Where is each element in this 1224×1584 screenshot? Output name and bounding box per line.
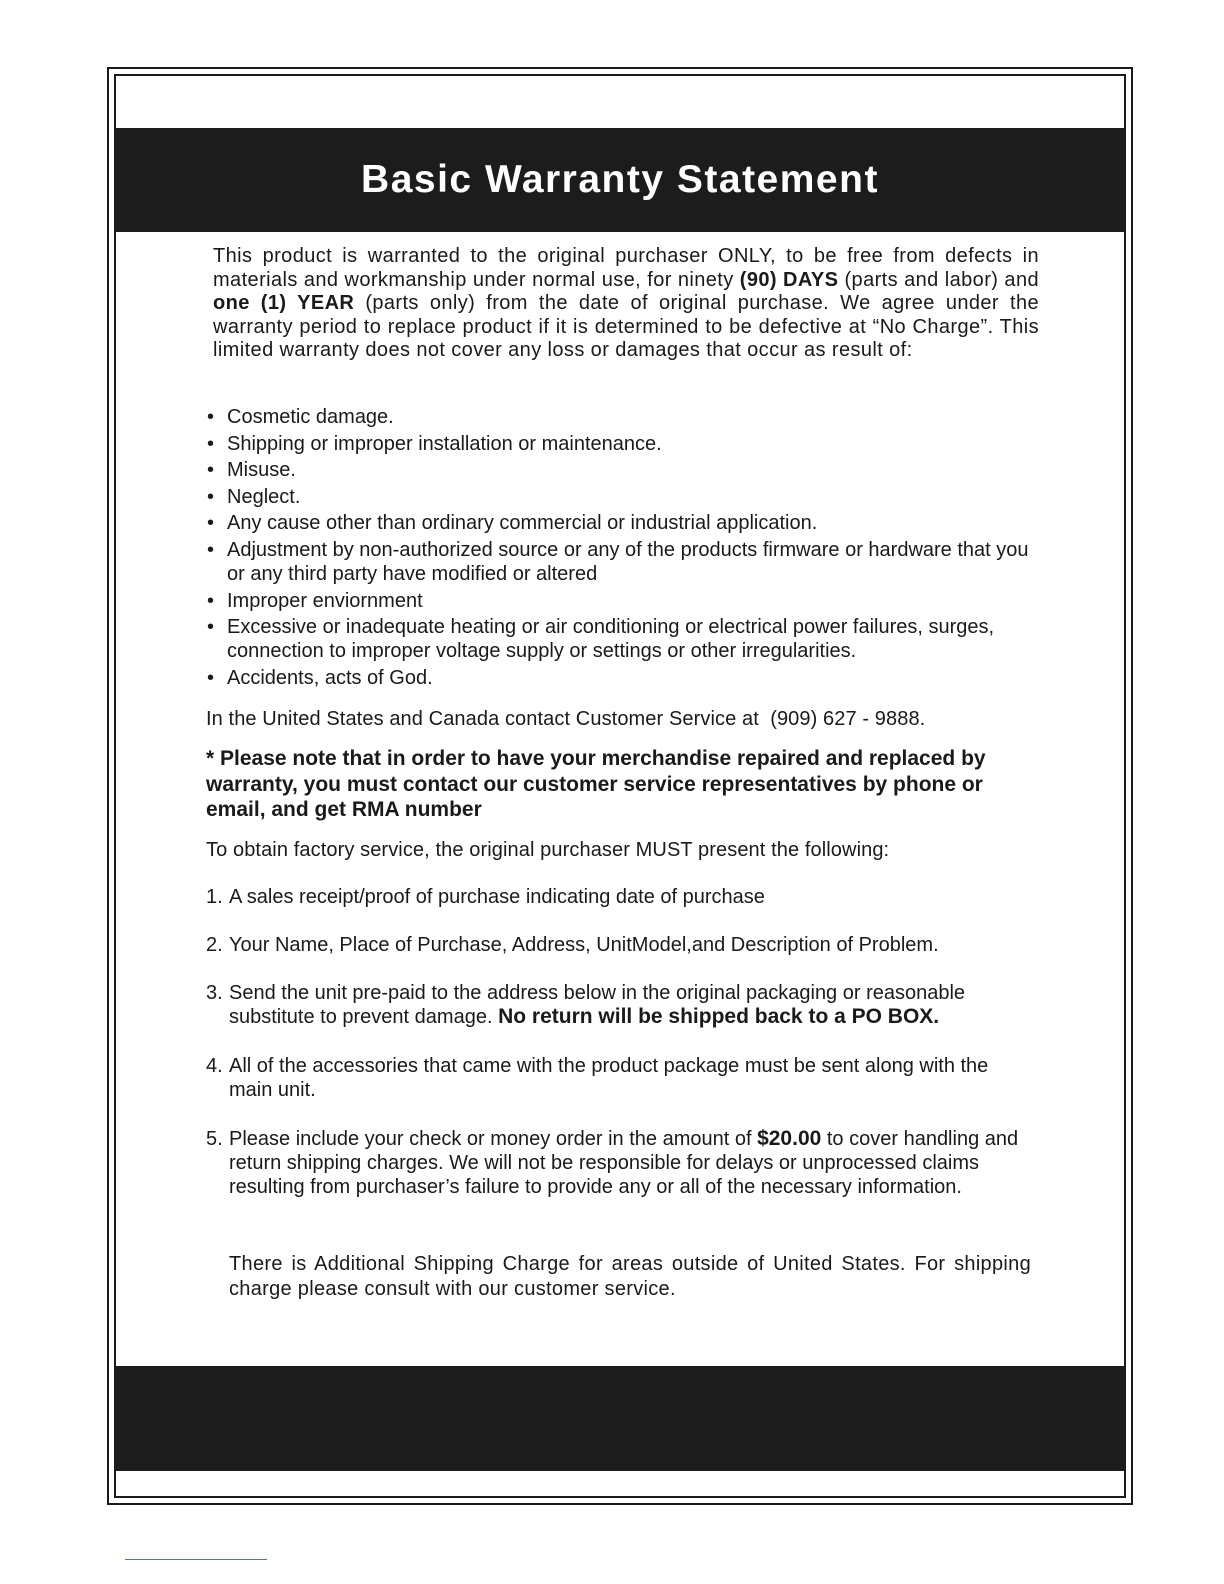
- intro-text-3: (parts only) from the date of original purchase. We agree under the warranty period to replace product if it is determined to be defective at “No Charge”. This limited warranty does not cover any loss or damages that occur as result of:: [213, 292, 1039, 362]
- obtain-service-text: To obtain factory service, the original purchaser MUST present the following:: [206, 839, 890, 861]
- list-item: 4. All of the accessories that came with the product package must be sent along with the main unit.: [206, 1054, 989, 1101]
- po-box-warning: No return will be shipped back to a PO BOX.: [498, 1004, 940, 1028]
- intro-days: (90) DAYS: [739, 268, 839, 291]
- exclusions-list: [205, 405, 1045, 692]
- bullet-icon: •: [207, 666, 215, 689]
- list-item: 2. Your Name, Place of Purchase, Address, UnitModel,and Description of Problem.: [206, 933, 939, 956]
- bullet-icon: •: [207, 512, 215, 535]
- list-item: 1. A sales receipt/proof of purchase indicating date of purchase: [206, 886, 765, 908]
- bullet-icon: •: [207, 589, 215, 612]
- contact-phone: (909) 627 - 9888.: [770, 708, 926, 730]
- bullet-icon: •: [207, 616, 215, 639]
- bullet-icon: •: [207, 485, 215, 508]
- list-item: • Any cause other than ordinary commercial or industrial application.: [207, 512, 818, 535]
- fee-amount: $20.00: [757, 1126, 822, 1150]
- list-item: • Adjustment by non-authorized source or any of the products firmware or hardware that you or any third party have modified or altered: [207, 538, 1029, 585]
- bullet-icon: •: [207, 406, 215, 428]
- list-item: • Shipping or improper installation or maintenance.: [207, 432, 662, 455]
- intro-text-2: (parts and labor) and: [838, 268, 1039, 291]
- list-item: • Neglect.: [207, 485, 301, 508]
- contact-line: [206, 706, 1036, 732]
- intro-paragraph: [213, 245, 1039, 363]
- list-item: 5. Please include your check or money order in the amount of $20.00 to cover handling and return shipping charges. We will not be responsible for delays or unprocessed claims resulting from purchaser’s failure to provide any or all of the necessary information.: [206, 1126, 1019, 1198]
- list-item: • Misuse.: [207, 459, 296, 482]
- bullet-icon: •: [207, 459, 215, 482]
- contact-text: In the United States and Canada contact Customer Service at: [206, 708, 759, 730]
- intro-text-1: This product is warranted to the original purchaser ONLY, to be free from defects in materials and workmanship under normal use, for ninety: [213, 245, 1039, 291]
- bullet-icon: •: [207, 432, 215, 455]
- additional-shipping-note: There is Additional Shipping Charge for areas outside of United States. For shipping charge please consult with our customer service.: [229, 1253, 1031, 1300]
- list-item: 3. Send the unit pre-paid to the address below in the original packaging or reasonable substitute to prevent damage. No return will be shipped back to a PO BOX.: [206, 981, 966, 1028]
- list-item: • Accidents, acts of God.: [207, 666, 433, 689]
- rma-note: * Please note that in order to have your merchandise repaired and replaced by warranty, you must contact our customer service representatives by phone or email, and get RMA number: [206, 747, 986, 821]
- list-item: • Cosmetic damage.: [207, 406, 394, 428]
- list-item: • Improper enviornment: [207, 589, 423, 612]
- footer-band: [116, 1366, 1124, 1471]
- requirements-list: [206, 885, 1036, 1199]
- bullet-icon: •: [207, 538, 215, 561]
- list-item: • Excessive or inadequate heating or air conditioning or electrical power failures, surges, connection to improper voltage supply or settings or other irregularities.: [207, 616, 995, 663]
- page-title: Basic Warranty Statement: [361, 158, 879, 201]
- intro-year: one (1) YEAR: [213, 292, 355, 315]
- page-corner-mark: [125, 1559, 267, 1560]
